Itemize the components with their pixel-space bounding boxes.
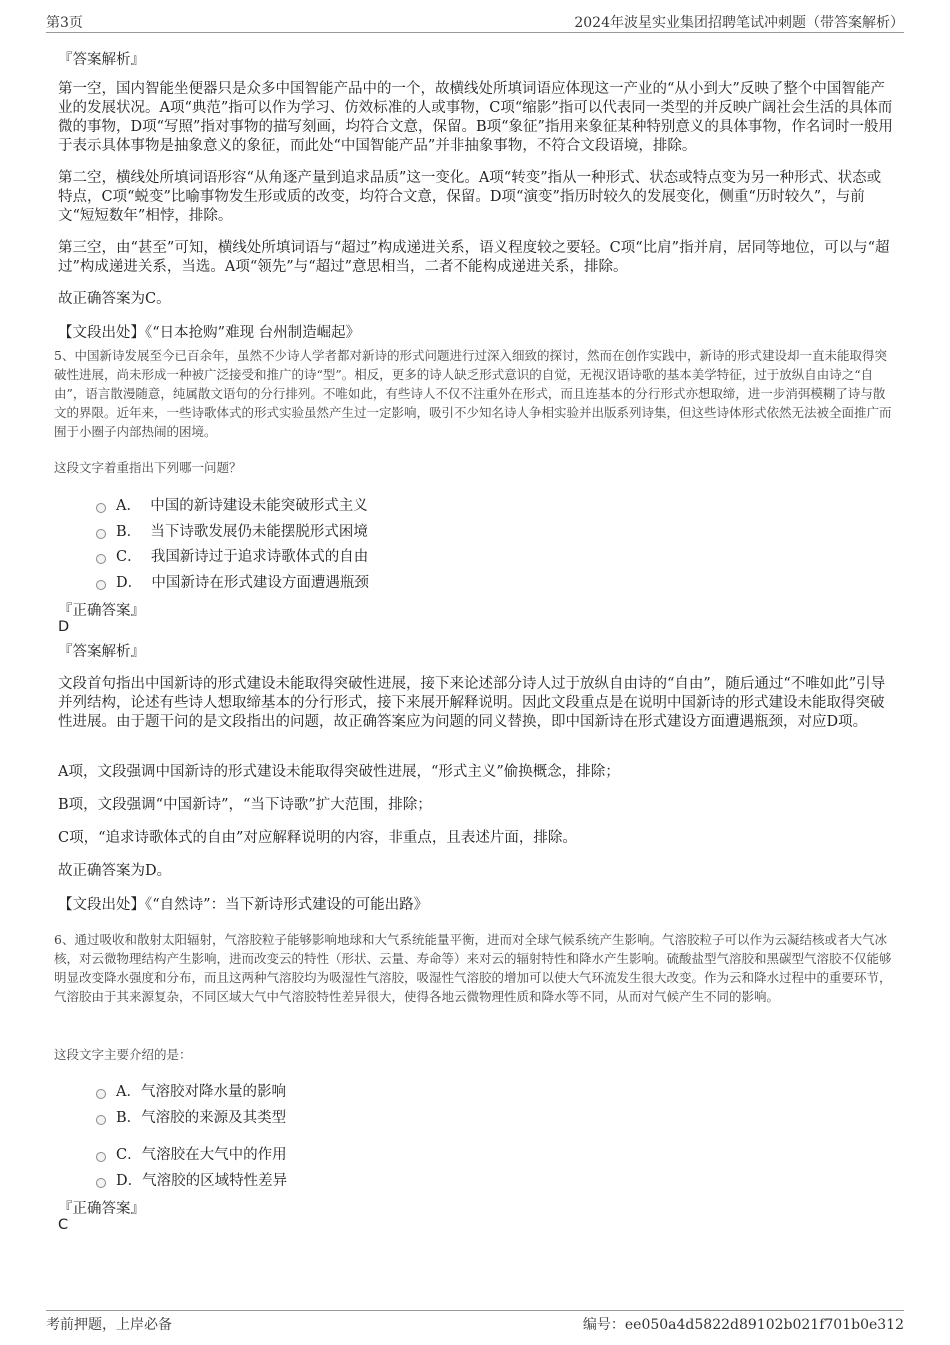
header-divider — [46, 32, 904, 33]
analysis-paragraph-1: 第一空，国内智能坐便器只是众多中国智能产品中的一个，故横线处所填词语应体现这一产业的“从小到大”反映了整个中国智能产业的发展状况。A项“典范”指可以作为学习、仿效标准的人或事物，C项“缩影”指可以代表同一类型的并反映广阔社会生活的具体而微的事物，D项“写照”指对事物的描写刻画，均符合文意，保留。B项“象征”指用来象征某种特别意义的具体事物，作名词时一般用于表示具体事物是抽象意义的象征，而此处“中国智能产品”并非抽象事物，不符合文段语境，排除。 — [58, 81, 893, 154]
correct-answer: D — [58, 619, 70, 635]
question-5-option-b[interactable] — [96, 520, 368, 541]
option-label: C． 我国新诗过于追求诗歌体式的自由 — [116, 549, 369, 565]
option-label: B．气溶胶的来源及其类型 — [116, 1110, 287, 1126]
question-6-text: 6、通过吸收和散射太阳辐射，气溶胶粒子能够影响地球和大气系统能量平衡，进而对全球气候系统产生影响。气溶胶粒子可以作为云凝结核或者大气冰核，对云微物理结构产生影响，进而改变云的特性（形状、云量、寿命等）来对云的辐射特性和降水产生影响。硫酸盐型气溶胶和黑碳型气溶胶不仅能够明显改变降水强度和分布，而且这两种气溶胶均为吸湿性气溶胶，吸湿性气溶胶的增加可以使大气环流发生很大改变。作为云和降水过程中的重要环节，气溶胶由于其来源复杂，不同区域大气中气溶胶特性差异很大，使得各地云微物理性质和降水等不同，从而对气候产生不同的影响。 — [54, 932, 892, 1004]
footer-divider — [46, 1310, 904, 1311]
correct-answer-label: 『正确答案』 — [58, 1201, 145, 1217]
option-label: A．气溶胶对降水量的影响 — [116, 1084, 286, 1100]
option-label: B． 当下诗歌发展仍未能摆脱形式困境 — [116, 524, 368, 540]
document-id: 编号：ee050a4d5822d89102b021f701b0e312 — [582, 1317, 904, 1333]
question-6-option-b[interactable] — [96, 1106, 286, 1127]
question-5-text: 5、中国新诗发展至今已百余年，虽然不少诗人学者都对新诗的形式问题进行过深入细致的探讨，然而在创作实践中，新诗的形式建设却一直未能取得突破性进展，尚未形成一种被广泛接受和推广的诗“型”。相反，更多的诗人缺乏形式意识的自觉，无视汉语诗歌的基本美学特征，过于放纵自由诗之“自由”，语言散漫随意，纯属散文语句的分行排列。不唯如此，有些诗人不仅不注重外在形式，而且连基本的分行形式亦想取缔，进一步消弭模糊了诗与散文的界限。近年来，一些诗歌体式的形式实验虽然产生过一定影响，吸引不少知名诗人争相实验并出版系列诗集，但这些诗体形式依然无法被全面推广而囿于小圈子内部热闹的困境。 — [54, 348, 892, 439]
question-6-option-c[interactable] — [96, 1143, 287, 1164]
analysis-paragraph-4: C项，“追求诗歌体式的自由”对应解释说明的内容，非重点，且表述片面，排除。 — [58, 830, 577, 846]
option-label: D．气溶胶的区域特性差异 — [116, 1173, 288, 1189]
conclusion: 故正确答案为C。 — [58, 291, 171, 307]
question-5-option-a[interactable] — [96, 494, 368, 515]
radio-icon[interactable] — [96, 1115, 106, 1125]
question-6-option-d[interactable] — [96, 1169, 287, 1190]
analysis-paragraph-2: 第二空，横线处所填词语形容“从角逐产量到追求品质”这一变化。A项“转变”指从一种形式、状态或特点变为另一种形式、状态或特点，C项“蜕变”比喻事物发生形或质的改变，均符合文意，保留。D项“演变”指历时较久的发展变化，侧重“历时较久”，与前文“短短数年”相悖，排除。 — [58, 170, 882, 224]
document-title: 2024年波星实业集团招聘笔试冲刺题（带答案解析） — [574, 15, 904, 31]
correct-answer-label: 『正确答案』 — [58, 603, 145, 619]
analysis-paragraph-1: 文段首句指出中国新诗的形式建设未能取得突破性进展，接下来论述部分诗人过于放纵自由诗的“自由”，随后通过“不唯如此”引导并列结构，论述有些诗人想取缔基本的分行形式，接下来展开解释说明。因此文段重点是在说明中国新诗的形式建设未能取得突破性进展。由于题干问的是文段指出的问题，故正确答案应为问题的同义替换，即中国新诗在形式建设方面遭遇瓶颈，对应D项。 — [58, 676, 886, 730]
footer-slogan: 考前押题，上岸必备 — [46, 1317, 172, 1333]
radio-icon[interactable] — [96, 580, 106, 590]
analysis-label: 『答案解析』 — [58, 52, 145, 68]
correct-answer: C — [58, 1217, 69, 1233]
option-label: C．气溶胶在大气中的作用 — [116, 1147, 287, 1163]
page-number: 第3页 — [46, 15, 83, 31]
source-citation: 【文段出处】《“日本抢购”难现 台州制造崛起》 — [58, 325, 361, 341]
radio-icon[interactable] — [96, 529, 106, 539]
radio-icon[interactable] — [96, 1152, 106, 1162]
question-6-option-a[interactable] — [96, 1080, 286, 1101]
analysis-label: 『答案解析』 — [58, 644, 145, 660]
question-6-stem: 这段文字主要介绍的是： — [54, 1047, 192, 1062]
question-5-option-d[interactable] — [96, 571, 369, 592]
analysis-paragraph-3: B项，文段强调“中国新诗”，“当下诗歌”扩大范围，排除； — [58, 797, 432, 813]
radio-icon[interactable] — [96, 554, 106, 564]
question-5-stem: 这段文字着重指出下列哪一问题？ — [54, 460, 242, 475]
radio-icon[interactable] — [96, 1178, 106, 1188]
question-5-option-c[interactable] — [96, 545, 368, 566]
radio-icon[interactable] — [96, 1089, 106, 1099]
conclusion: 故正确答案为D。 — [58, 863, 172, 879]
option-label: D． 中国新诗在形式建设方面遭遇瓶颈 — [116, 575, 369, 591]
analysis-paragraph-2: A项，文段强调中国新诗的形式建设未能取得突破性进展，“形式主义”偷换概念，排除； — [58, 764, 620, 780]
analysis-paragraph-3: 第三空，由“甚至”可知，横线处所填词语与“超过”构成递进关系，语义程度较之要轻。C项“比肩”指并肩，居同等地位，可以与“超过”构成递进关系，当选。A项“领先”与“超过”意思相当，二者不能构成递进关系，排除。 — [58, 240, 890, 275]
option-label: A． 中国的新诗建设未能突破形式主义 — [116, 498, 368, 514]
radio-icon[interactable] — [96, 503, 106, 513]
source-citation: 【文段出处】《“自然诗”：当下新诗形式建设的可能出路》 — [58, 897, 429, 913]
